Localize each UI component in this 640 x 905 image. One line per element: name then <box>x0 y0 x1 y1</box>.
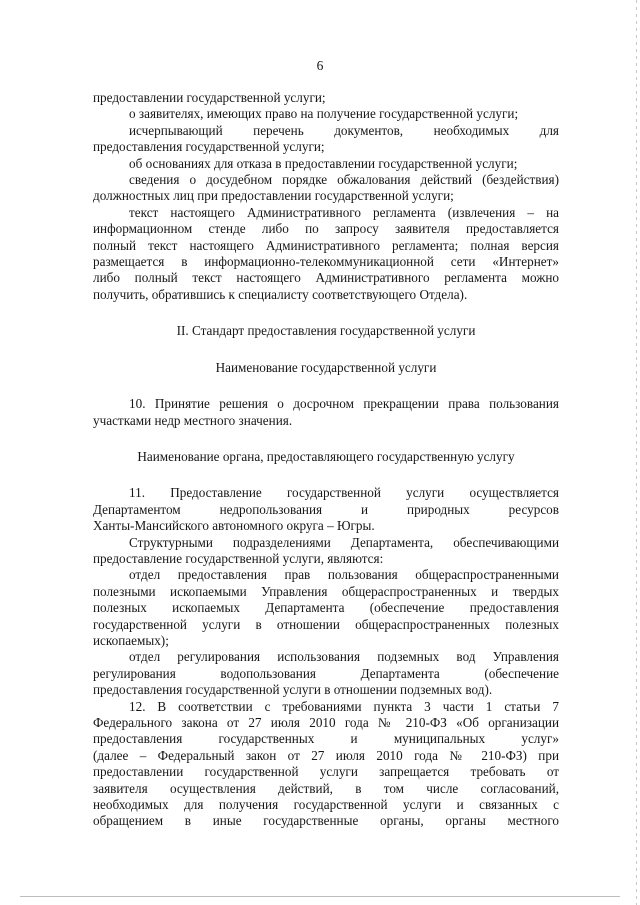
subheading-service-name: Наименование государственной услуги <box>215 359 437 375</box>
page-number: 6 <box>316 58 324 73</box>
dept-1-line: государственной услуги в отношении общераспространенных полезных <box>93 616 559 632</box>
text-line: полный текст настоящего Административного регламента; полная версия <box>93 237 559 253</box>
text-line: предоставлении государственной услуги; <box>93 90 326 105</box>
text-line: сведения о досудебном порядке обжалования действий (бездействия) <box>129 172 559 188</box>
scan-edge-right <box>636 0 637 905</box>
item-12-line: Федерального закона от 27 июля 2010 года № 210-ФЗ «Об организации <box>93 715 559 730</box>
item-12-line: (далее – Федеральный закон от 27 июля 2010 года № 210-ФЗ) при <box>93 747 559 763</box>
dept-1-line: ископаемых); <box>93 632 169 648</box>
text-line: информационном стенде либо по запросу заявителя предоставляется <box>93 221 559 237</box>
item-12-line: предоставлении государственной услуги запрещается требовать от <box>93 764 559 780</box>
text-line: должностных лиц при предоставлении государственной услуги; <box>93 188 454 204</box>
text-line: предоставления государственной услуги; <box>93 139 325 155</box>
text-line: размещается в информационно-телекоммуникационной сети «Интернет» <box>93 254 559 270</box>
item-12-line: заявителя осуществления действий, в том числе согласований, <box>93 780 559 796</box>
item-11-line: Ханты-Мансийского автономного округа – Югры. <box>93 518 375 534</box>
section-heading: II. Стандарт предоставления государственной услуги <box>176 323 476 339</box>
text-line: либо полный текст настоящего Административного регламента можно <box>93 270 559 286</box>
item-11-line: 11. Предоставление государственной услуги осуществляется <box>129 485 559 501</box>
text-line: о заявителях, имеющих право на получение государственной услуги; <box>129 106 519 122</box>
dept-1-line: полезными ископаемыми Управления общераспространенных и твердых <box>93 583 559 599</box>
dept-1-line: полезных ископаемых Департамента (обеспечение предоставления <box>93 600 559 616</box>
dept-2-line: регулирования водопользования Департамента (обеспечение <box>93 665 559 681</box>
item-12-line: обращением в иные государственные органы, органы местного <box>93 813 559 829</box>
text-line: об основаниях для отказа в предоставлении государственной услуги; <box>129 155 518 171</box>
scan-edge-bottom <box>20 896 620 897</box>
text-line: получить, обратившись к специалисту соответствующего Отдела). <box>93 286 468 302</box>
structure-line: предоставление государственной услуги, являются: <box>93 550 384 566</box>
dept-2-line: отдел регулирования использования подземных вод Управления <box>129 649 559 665</box>
item-10-line: участками недр местного значения. <box>93 412 293 428</box>
dept-2-line: предоставления государственной услуги в отношении подземных вод). <box>93 682 493 698</box>
text-line: исчерпывающий перечень документов, необходимых для <box>129 122 559 138</box>
text-line: текст настоящего Административного регламента (извлечения – на <box>129 204 559 220</box>
dept-1-line: отдел предоставления прав пользования общераспространенными <box>129 567 559 583</box>
item-10-line: 10. Принятие решения о досрочном прекращении права пользования <box>129 396 559 412</box>
item-12-line: необходимых для получения государственной услуги и связанных с <box>93 797 559 813</box>
document-body <box>93 90 559 830</box>
item-12-line: 12. В соответствии с требованиями пункта 3 части 1 статьи 7 <box>129 698 559 714</box>
subheading-organ: Наименование органа, предоставляющего государственную услугу <box>137 448 515 464</box>
structure-line: Структурными подразделениями Департамента, обеспечивающими <box>129 534 559 550</box>
item-11-line: Департаментом недропользования и природных ресурсов <box>93 501 559 517</box>
item-12-line: предоставления государственных и муниципальных услуг» <box>93 731 559 747</box>
